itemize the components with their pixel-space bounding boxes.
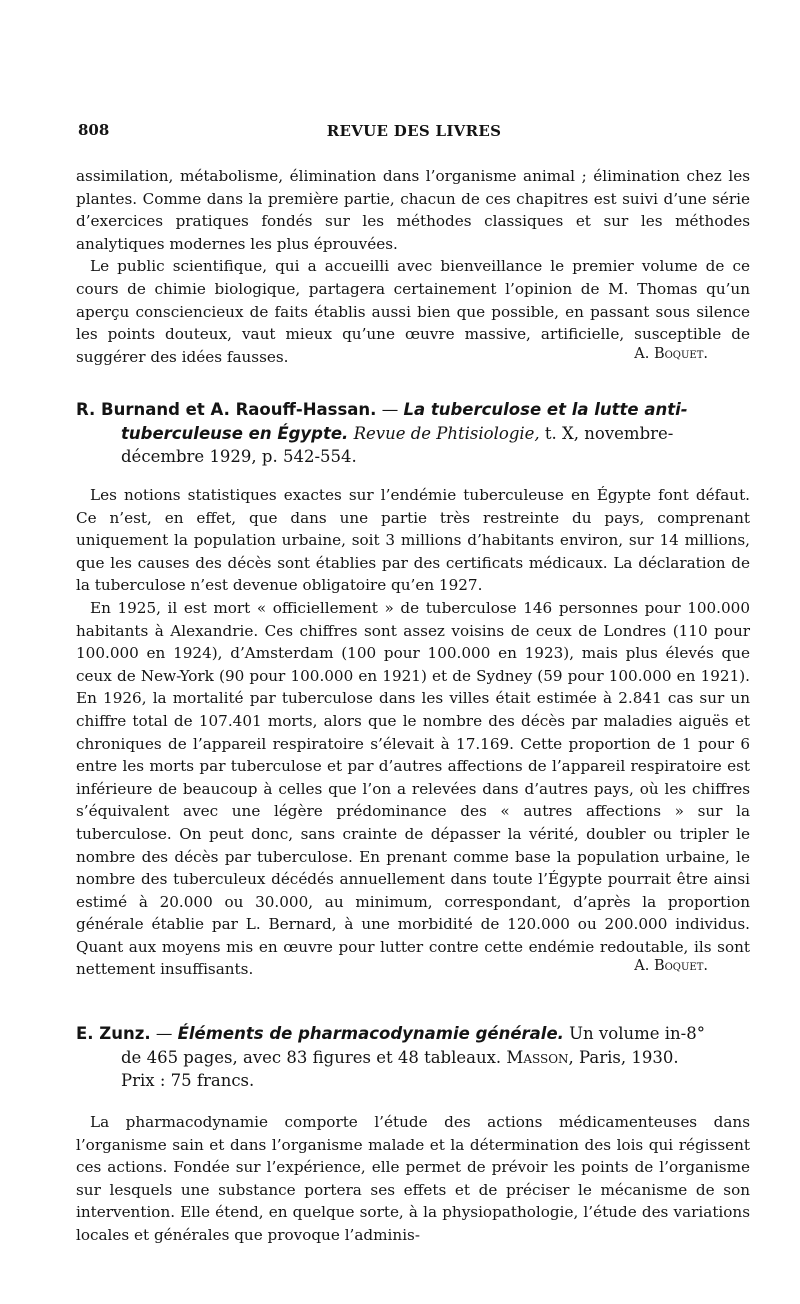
paragraph: Les notions statistiques exactes sur l’endémie tuberculeuse en Égypte font défaut. Ce n’est, en effet, que dans une partie très restreinte du pays, comprenant uniquement la population urbaine, soit 3 millions d’habitants environ, sur 14 millions, que les causes des décès sont établies par des certificats médicaux. La déclaration de la tuberculose n’est devenue obligatoire qu’en 1927. xyxy=(76,486,750,595)
review-heading xyxy=(76,1022,750,1093)
paragraph: La pharmacodynamie comporte l’étude des actions médicamenteuses dans l’organisme sain et dans l’organisme malade et la détermination des lois qui régissent ces actions. Fondée sur l’expérience, elle permet de prévoir les points de l’organisme sur lesquels une substance portera ses effets et de préciser le mécanisme de son intervention. Elle étend, en quelque sorte, à la physiopathologie, l’étude des variations locales et générales que provoque l’adminis- xyxy=(76,1113,750,1244)
review-title: La tuberculose et la lutte anti- xyxy=(403,400,688,419)
paragraph: En 1925, il est mort « officiellement » de tuberculose 146 personnes pour 100.000 habitants à Alexandrie. Ces chiffres sont assez voisins de ceux de Londres (110 pour 100.000 en 1924), d’Amsterdam (100 pour 100.000 en 1923), mais plus élevés que ceux de New-York (90 pour 100.000 en 1921) et de Sydney (59 pour 100.000 en 1921). En 1926, la mortalité par tuberculose dans les villes était estimée à 2.841 cas sur un chiffre total de 107.401 morts, alors que le nombre des décès par maladies aiguës et chroniques de l’appareil respiratoire s’élevait à 17.169. Cette proportion de 1 pour 6 entre les morts par tuberculose et par d’autres affections de l’appareil respiratoire est inférieure de beaucoup à celles que l’on a relevées dans d’autres pays, où les chiffres s’équivalent avec une légère prédominance des « autres affections » sur la tuberculose. On peut donc, sans crainte de dépasser la vérité, doubler ou tripler le nombre des décès par tuberculose. En prenant comme base la population urbaine, le nombre des tuberculeux décédés annuellement dans toute l’Égypte pourrait être ainsi estimé à 20.000 ou 30.000, au minimum, correspondant, d’après la proportion générale établie par L. Bernard, à une morbidité de 120.000 ou 200.000 individus. Quant aux moyens mis en œuvre pour lutter contre cette endémie redoutable, ils sont nettement insuffisants. xyxy=(76,598,750,979)
review-authors: R. Burnand et A. Raouff-Hassan. xyxy=(76,400,377,419)
review-heading xyxy=(76,398,750,469)
publication-place: Paris, 1930. xyxy=(579,1047,679,1067)
paragraph: assimilation, métabolisme, élimination dans l’organisme animal ; élimination chez les plantes. Comme dans la première partie, chacun de ces chapitres est suivi d’une série d’exercices pratiques fondés sur les méthodes classiques et sur les méthodes analytiques modernes les plus éprouvées. xyxy=(76,167,750,253)
review-continuation xyxy=(76,165,750,366)
review-body xyxy=(76,484,750,979)
journal-ref: t. X, novembre- xyxy=(544,423,674,443)
paragraph: Le public scientifique, qui a accueilli avec bienveillance le premier volume de ce cours de chimie biologique, partagera certainement l’opinion de M. Thomas qu’un aperçu consciencieux de faits établis aussi bien que possible, en passant sous silence les points douteux, vaut mieux qu’une œuvre massive, artificielle, susceptible de suggérer des idées fausses. xyxy=(76,257,750,366)
signature: A. Boquet. xyxy=(634,345,708,362)
price: Prix : 75 francs. xyxy=(121,1071,255,1090)
heading-line xyxy=(76,1069,750,1093)
heading-line xyxy=(76,1046,750,1070)
review-title: Éléments de pharmacodynamie générale. xyxy=(177,1024,564,1043)
heading-line xyxy=(76,422,750,446)
dash: — xyxy=(155,1024,173,1043)
signature: A. Boquet. xyxy=(634,958,708,975)
running-head: REVUE DES LIVRES xyxy=(326,122,502,140)
review-title: tuberculeuse en Égypte. xyxy=(121,423,349,443)
review-body xyxy=(76,1111,750,1247)
publication-info: Un volume in-8° xyxy=(569,1024,705,1043)
dash: — xyxy=(381,400,399,419)
publication-info: de 465 pages, avec 83 figures et 48 tableaux. xyxy=(121,1047,502,1067)
review-authors: E. Zunz. xyxy=(76,1024,151,1043)
heading-line xyxy=(76,1022,750,1046)
page-header xyxy=(78,121,750,145)
journal-ref: décembre 1929, p. 542-554. xyxy=(121,447,357,466)
heading-line xyxy=(76,445,750,469)
page-number: 808 xyxy=(78,121,110,139)
heading-line xyxy=(76,398,750,422)
journal-name: Revue de Phtisiologie, xyxy=(353,423,540,443)
publisher: Masson, xyxy=(506,1047,574,1067)
